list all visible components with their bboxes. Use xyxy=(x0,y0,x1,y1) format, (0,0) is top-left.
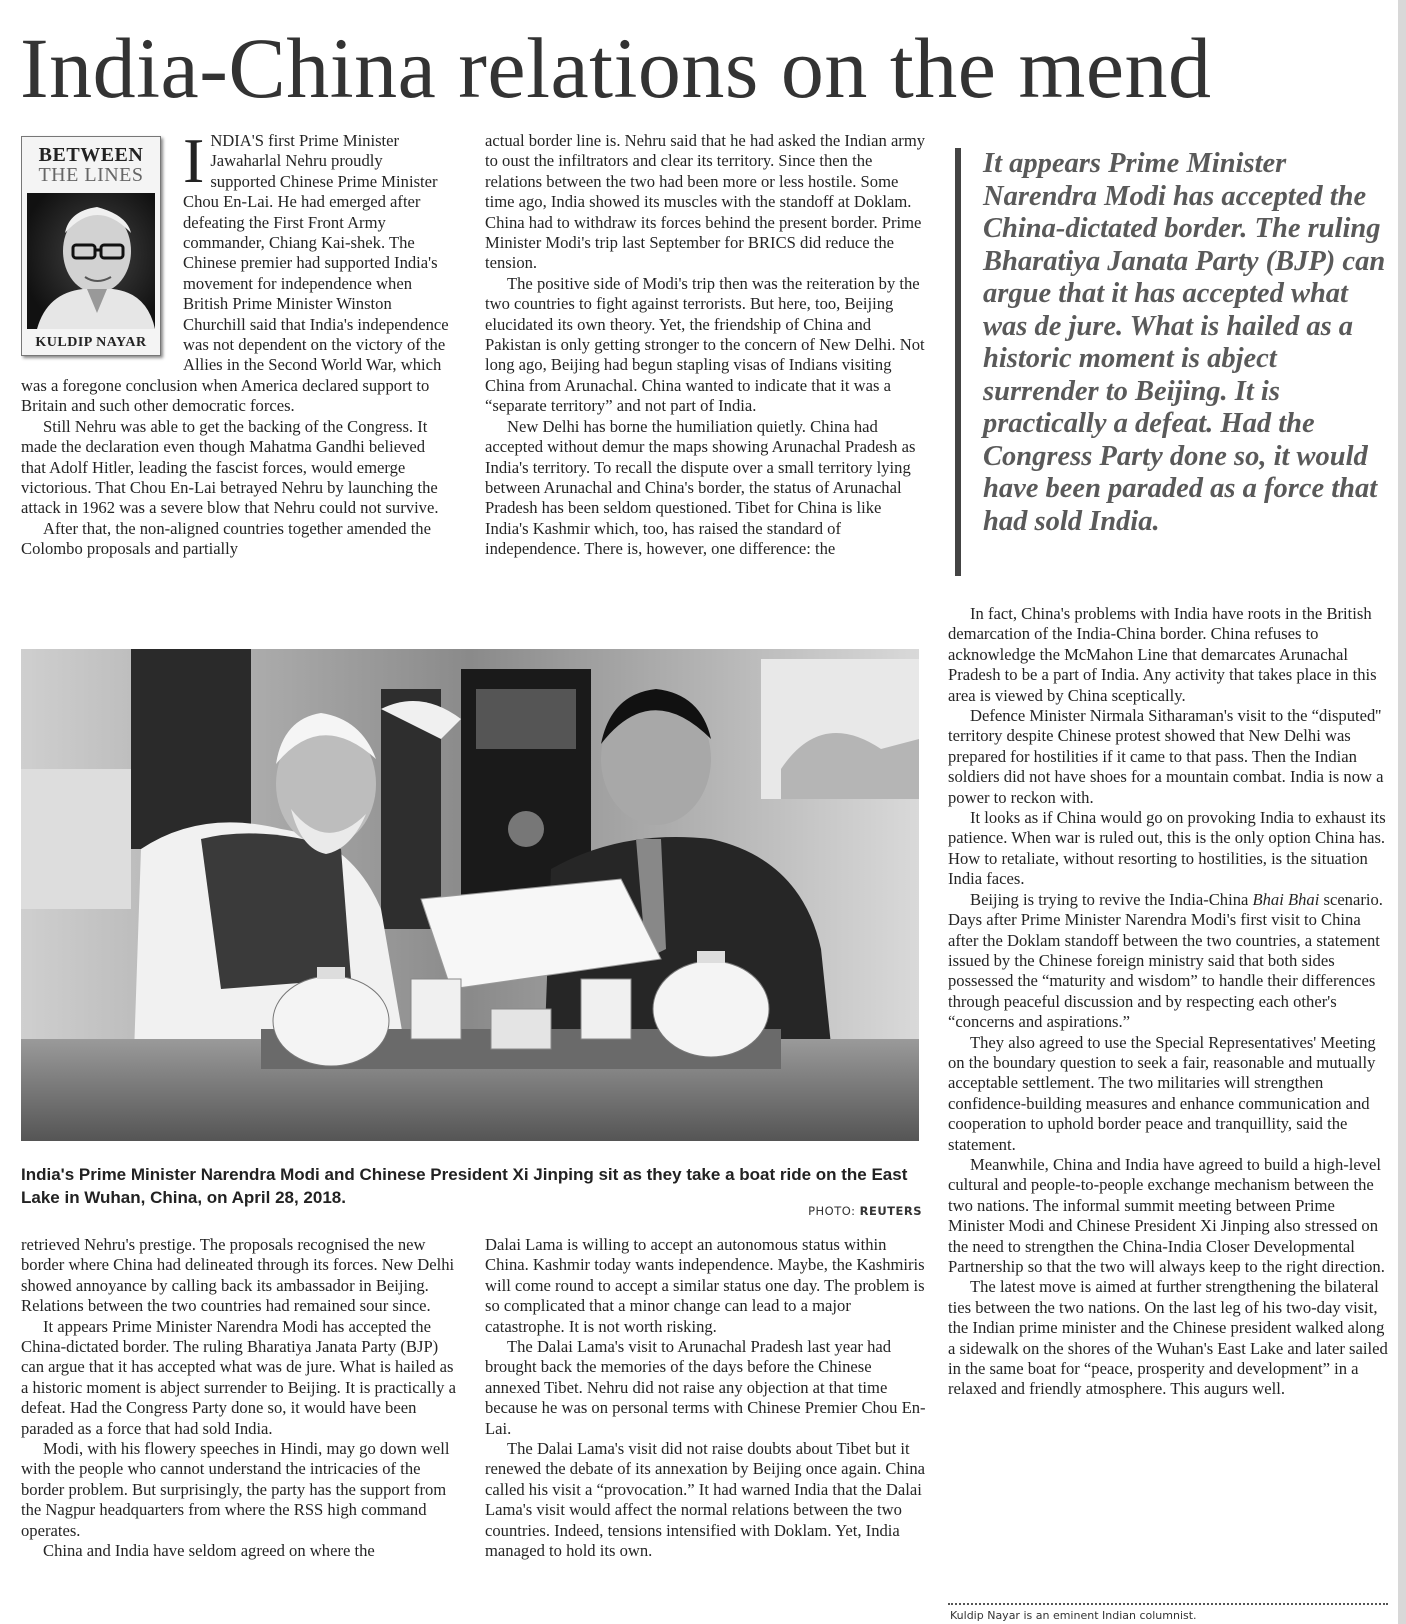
paragraph: Meanwhile, China and India have agreed to build a high-level cultural and people-to-people exchange mechanism between the two nations. The informal summit meeting between Prime Minister Modi and Chinese President Xi Jinping also stressed on the need to strengthen the China-India Closer Developmental Partnership so that the two will always keep to the right direction. xyxy=(948,1154,1385,1276)
article-column-3 xyxy=(948,604,1389,1594)
paragraph: INDIA'S first Prime Minister Jawaharlal Nehru proudly supported Chinese Prime Minister Chou En-Lai. He had emerged after defeating the First Front Army commander, Chiang Kai-shek. The Chinese premier had supported India's movement for independence when British Prime Minister Winston Churchill said that India's independence was not dependent on the victory of the Allies in the Second World War, which was a foregone conclusion when America declared support to Britain and such other democratic forces. xyxy=(21,131,449,416)
paragraph: Dalai Lama is willing to accept an autonomous status within China. Kashmir today wants independence. Maybe, the Kashmiris will come round to accept a similar status one day. The problem is so complicated that a minor change can lead to a major catastrophe. It is not worth risking. xyxy=(485,1235,925,1336)
news-photo xyxy=(21,649,919,1141)
paragraph: China and India have seldom agreed on where the xyxy=(43,1541,375,1561)
page-edge xyxy=(1398,0,1406,1624)
dropcap: I xyxy=(183,131,205,196)
author-portrait xyxy=(27,193,155,329)
paragraph: The latest move is aimed at further strengthening the bilateral ties between the two nations. On the last leg of his two-day visit, the Indian prime minister and the Chinese president walked along a sidewalk on the shores of the Wuhan's East Lake and later sailed in the same boat for “peace, prosperity and development” in a relaxed and friendly atmosphere. This augurs well. xyxy=(948,1277,1388,1399)
footnote-divider xyxy=(948,1603,1388,1605)
paragraph: They also agreed to use the Special Representatives' Meeting on the boundary question to seek a fair, reasonable and mutually acceptable settlement. The two militaries will strengthen confidence-building measures and enhance communication and cooperation to uphold border peace and tranquillity, said the statement. xyxy=(948,1032,1376,1154)
column-box-line2: THE LINES xyxy=(38,164,144,186)
author-footnote: Kuldip Nayar is an eminent Indian columnist. xyxy=(950,1609,1197,1622)
column-box xyxy=(21,136,161,356)
article-column-2-continued xyxy=(485,1235,928,1615)
paragraph: It appears Prime Minister Narendra Modi has accepted the China-dictated border. The ruling Bharatiya Janata Party (BJP) can argue that it has accepted what was de jure. What is hailed as a historic moment is abject surrender to Beijing. It is practically a defeat. Had the Congress Party done so, it would have been paraded as a force that had sold India. xyxy=(21,1316,456,1438)
article-column-1-continued xyxy=(21,1235,464,1615)
paragraph: The positive side of Modi's trip then was the reiteration by the two countries to fight against terrorists. But here, too, Beijing elucidated its own theory. Yet, the friendship of China and Pakistan is only getting stronger to the concern of New Delhi. Not long ago, Beijing had begun stapling visas of Indians visiting China from Arunachal. China wanted to indicate that it was a “separate territory” and not part of India. xyxy=(485,273,925,416)
article-column-2 xyxy=(485,131,928,635)
paragraph: The Dalai Lama's visit did not raise doubts about Tibet but it renewed the debate of its annexation by Beijing once again. China called his visit a “provocation.” It had warned India that the Dalai Lama's visit would affect the normal relations between the two countries. Indeed, tensions intensified with Doklam. Yet, India managed to hold its own. xyxy=(485,1439,926,1561)
column-box-author: KULDIP NAYAR xyxy=(35,335,147,350)
photo-credit: PHOTO: REUTERS xyxy=(808,1204,922,1218)
paragraph: Beijing is trying to revive the India-China Bhai Bhai scenario. Days after Prime Minister Narendra Modi's first visit to China after the Doklam standoff between the two countries, a statement issued by the Chinese foreign ministry said that both sides possessed the “maturity and wisdom” to handle their differences through peaceful discussion and by respecting each other's “concerns and aspirations.” xyxy=(948,889,1383,1032)
pull-quote: It appears Prime Minister Narendra Modi has accepted the China-dictated border. The ruling Bharatiya Janata Party (BJP) can argue that it has accepted what was de jure. What is hailed as a historic moment is abject surrender to Beijing. It is practically a defeat. Had the Congress Party done so, it would have been paraded as a force that had sold India. xyxy=(955,148,1387,576)
paragraph: The Dalai Lama's visit to Arunachal Pradesh last year had brought back the memories of the days before the Chinese annexed Tibet. Nehru did not raise any objection at that time because he was on personal terms with Chinese Premier Chou En-Lai. xyxy=(485,1337,926,1438)
paragraph: retrieved Nehru's prestige. The proposals recognised the new border where China had delineated through its forces. New Delhi showed annoyance by calling back its ambassador in Beijing. Relations between the two countries had remained sour since. xyxy=(21,1235,455,1316)
paragraph: Still Nehru was able to get the backing of the Congress. It made the declaration even though Mahatma Gandhi believed that Adolf Hitler, leading the fascist forces, would emerge victorious. That Chou En-Lai betrayed Nehru by launching the attack in 1962 was a severe blow that Nehru could not survive. xyxy=(21,416,439,518)
photo-illustration xyxy=(21,649,919,1141)
paragraph: Modi, with his flowery speeches in Hindi, may go down well with the people who cannot understand the intricacies of the border problem. But surprisingly, the party has the support from the Nagpur headquarters from where the RSS high command operates. xyxy=(21,1439,450,1540)
column-box-line1: BETWEEN xyxy=(38,144,144,166)
paragraph: After that, the non-aligned countries together amended the Colombo proposals and partially xyxy=(21,518,431,559)
paragraph: New Delhi has borne the humiliation quietly. China had accepted without demur the maps showing Arunachal Pradesh as India's territory. To recall the dispute over a small territory lying between Arunachal and China's border, the status of Arunachal Pradesh has been seldom questioned. Tibet for China is like India's Kashmir which, too, has raised the standard of independence. There is, however, one difference: the xyxy=(485,416,916,559)
paragraph: It looks as if China would go on provoking India to exhaust its patience. When war is ruled out, this is the only option China has. How to retaliate, without resorting to hostilities, is the situation India faces. xyxy=(948,808,1386,889)
paragraph: In fact, China's problems with India have roots in the British demarcation of the India-China border. China refuses to acknowledge the McMahon Line that demarcates Arunachal Pradesh to be a part of India. Any activity that takes place in this area is viewed by China sceptically. xyxy=(948,604,1377,705)
article-column-1 xyxy=(21,131,451,635)
headline: India-China relations on the mend xyxy=(20,20,1212,116)
photo-caption: India's Prime Minister Narendra Modi and Chinese President Xi Jinping sit as they take a boat ride on the East Lake in Wuhan, China, on April 28, 2018. xyxy=(21,1165,908,1207)
paragraph: actual border line is. Nehru said that he had asked the Indian army to oust the infiltrators and clear its territory. Since then the relations between the two had been more or less hostile. Some time ago, India showed its muscles with the standoff at Doklam. China had to withdraw its forces behind the present border. Prime Minister Modi's trip last September for BRICS did reduce the tension. xyxy=(485,131,926,273)
paragraph: Defence Minister Nirmala Sitharaman's visit to the “disputed'' territory despite Chinese protest showed that New Delhi was prepared for hostilities if it came to that pass. Then the Indian soldiers did not have shoes for a mountain combat. India is now a power to reckon with. xyxy=(948,706,1384,807)
